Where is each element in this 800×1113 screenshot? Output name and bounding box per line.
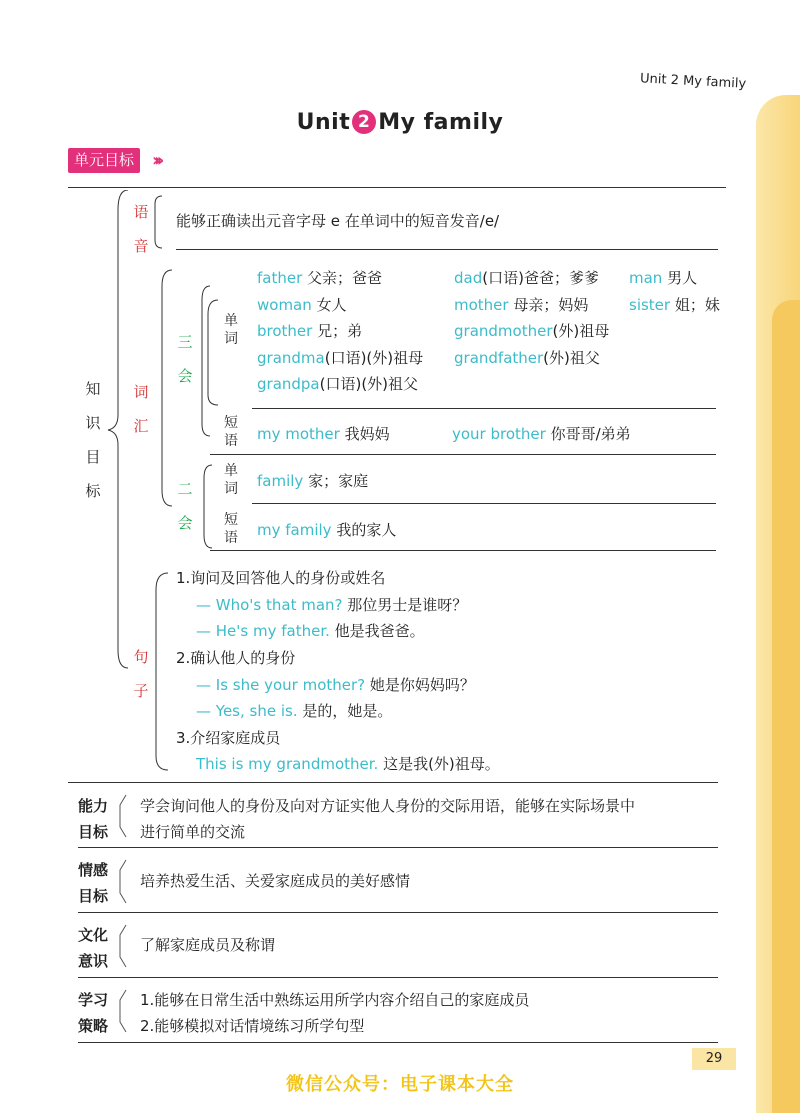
divider <box>78 977 718 978</box>
sentence-line: — Who's that man? 那位男士是谁呀？ <box>196 596 468 614</box>
emotion-label: 情感 目标 <box>78 861 109 905</box>
vocab-word: woman 女人 <box>257 296 347 314</box>
knowledge-goals-label: 知 识 目 标 <box>85 380 101 500</box>
chevron-right-icon: ››› <box>152 150 160 171</box>
vocab-word: family 家；家庭 <box>257 472 369 490</box>
divider <box>78 912 718 913</box>
vocab-word: sister 姐；妹 <box>629 296 720 314</box>
pronunciation-text: 能够正确读出元音字母 e 在单词中的短音发音/e/ <box>176 212 500 230</box>
page-title: Unit 2 My family <box>296 110 504 135</box>
divider <box>176 249 718 250</box>
vocab-word: mother 母亲；妈妈 <box>454 296 589 314</box>
sentence-line: This is my grandmother. 这是我(外)祖母。 <box>196 755 500 773</box>
pronunciation-label: 语 音 <box>133 203 149 255</box>
sentence-line: — Yes, she is. 是的，她是。 <box>196 702 393 720</box>
vocab-phrase: my family 我的家人 <box>257 521 397 539</box>
sentences-label: 句 子 <box>133 648 149 700</box>
divider <box>68 187 726 188</box>
sanhui-word-label: 单 词 <box>224 313 238 347</box>
vocab-label: 词 汇 <box>133 383 149 435</box>
vocab-word: grandpa(口语)(外)祖父 <box>257 375 419 393</box>
vocab-phrase: your brother 你哥哥/弟弟 <box>452 425 631 443</box>
vocab-word: grandfather(外)祖父 <box>454 349 600 367</box>
vocab-word: brother 兄；弟 <box>257 322 363 340</box>
divider <box>252 503 716 504</box>
emotion-text: 培养热爱生活、关爱家庭成员的美好感情 <box>140 872 411 890</box>
divider <box>68 782 718 783</box>
sentence-line: — He's my father. 他是我爸爸。 <box>196 622 425 640</box>
sanhui-label: 三 会 <box>177 333 193 385</box>
sentence-heading: 2.确认他人的身份 <box>176 649 296 667</box>
vocab-word: father 父亲；爸爸 <box>257 269 383 287</box>
vocab-word: grandmother(外)祖母 <box>454 322 610 340</box>
strategy-text: 1.能够在日常生活中熟练运用所学内容介绍自己的家庭成员 2.能够模拟对话情境练习所学句型 <box>140 991 530 1035</box>
sentence-heading: 1.询问及回答他人的身份或姓名 <box>176 569 386 587</box>
running-header: Unit 2 My family <box>639 71 747 92</box>
ability-label: 能力 目标 <box>78 797 109 841</box>
vocab-word: dad(口语)爸爸；爹爹 <box>454 269 599 287</box>
culture-label: 文化 意识 <box>78 926 109 970</box>
section-label: 单元目标 <box>68 148 140 173</box>
erhui-word-label: 单 词 <box>224 463 238 497</box>
erhui-label: 二 会 <box>177 480 193 532</box>
divider <box>78 1042 718 1043</box>
ability-text: 学会询问他人的身份及向对方证实他人身份的交际用语，能够在实际场景中 进行简单的交流 <box>140 797 636 841</box>
watermark: 微信公众号：电子课本大全 <box>286 1074 514 1095</box>
erhui-phrase-label: 短 语 <box>224 512 238 546</box>
strategy-label: 学习 策略 <box>78 991 109 1035</box>
divider <box>252 408 716 409</box>
divider <box>210 454 716 455</box>
sentence-heading: 3.介绍家庭成员 <box>176 729 281 747</box>
culture-text: 了解家庭成员及称谓 <box>140 936 276 954</box>
divider <box>78 847 718 848</box>
sentence-line: — Is she your mother? 她是你妈妈吗？ <box>196 676 475 694</box>
vocab-word: man 男人 <box>629 269 698 287</box>
vocab-word: grandma(口语)(外)祖母 <box>257 349 424 367</box>
unit-number-badge: 2 <box>352 110 376 134</box>
sanhui-phrase-label: 短 语 <box>224 415 238 449</box>
page-number: 29 <box>692 1048 736 1070</box>
divider <box>210 550 716 551</box>
page-edge-decoration-inner <box>772 300 800 1113</box>
row-brackets <box>112 785 136 1045</box>
vocab-phrase: my mother 我妈妈 <box>257 425 390 443</box>
